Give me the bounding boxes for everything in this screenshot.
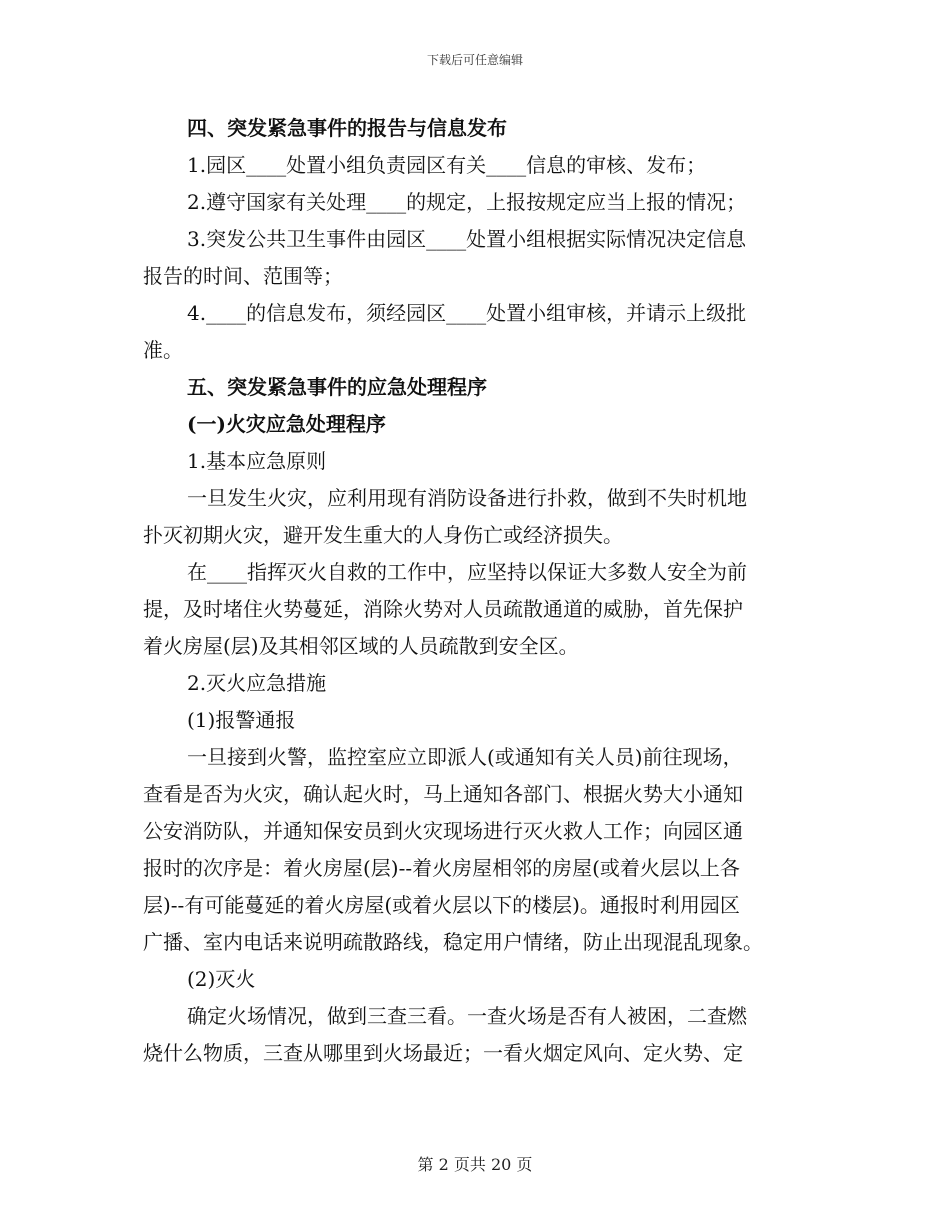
section-heading: (一)火灾应急处理程序 [187,412,386,436]
paragraph-line: 准。 [143,338,183,362]
paragraph-line: 确定火场情况，做到三查三看。一查火场是否有人被困，二查燃 [187,1004,747,1028]
paragraph-line: 2.遵守国家有关处理____的规定，上报按规定应当上报的情况； [187,190,747,214]
paragraph-line: 层)--有可能蔓延的着火房屋(或着火层以下的楼层)。通报时利用园区 [143,893,740,917]
paragraph-line: 查看是否为火灾，确认起火时，马上通知各部门、根据火势大小通知 [143,782,743,806]
paragraph-line: 烧什么物质，三查从哪里到火场最近；一看火烟定风向、定火势、定 [143,1041,743,1065]
paragraph-line: 报时的次序是：着火房屋(层)--着火房屋相邻的房屋(或着火层以上各 [143,856,740,880]
paragraph-line: 一旦接到火警，监控室应立即派人(或通知有关人员)前往现场， [187,745,743,769]
paragraph-line: 提，及时堵住火势蔓延，消除火势对人员疏散通道的威胁，首先保护 [143,597,743,621]
section-heading: 五、突发紧急事件的应急处理程序 [187,375,487,399]
paragraph-line: 在____指挥灭火自救的工作中，应坚持以保证大多数人安全为前 [187,560,747,584]
paragraph-line: (2)灭火 [187,967,256,991]
document-body [143,110,811,1072]
page-footer: 第 2 页共 20 页 [417,1155,533,1174]
paragraph-line: 4.____的信息发布，须经园区____处置小组审核，并请示上级批 [187,301,747,325]
paragraph-line: 1.基本应急原则 [187,449,327,473]
paragraph-line: 着火房屋(层)及其相邻区域的人员疏散到安全区。 [143,634,579,658]
paragraph-line: 3.突发公共卫生事件由园区____处置小组根据实际情况决定信息 [187,227,747,251]
page-header: 下载后可任意编辑 [426,53,523,67]
paragraph-line: 1.园区____处置小组负责园区有关____信息的审核、发布； [187,153,707,177]
paragraph-line: 报告的时间、范围等； [143,264,343,288]
paragraph-line: 2.灭火应急措施 [187,671,327,695]
paragraph-line: 扑灭初期火灾，避开发生重大的人身伤亡或经济损失。 [143,523,623,547]
paragraph-line: 广播、室内电话来说明疏散路线，稳定用户情绪，防止出现混乱现象。 [143,930,763,954]
paragraph-line: 公安消防队，并通知保安员到火灾现场进行灭火救人工作；向园区通 [143,819,743,843]
paragraph-line: 一旦发生火灾，应利用现有消防设备进行扑救，做到不失时机地 [187,486,747,510]
paragraph-line: (1)报警通报 [187,708,296,732]
section-heading: 四、突发紧急事件的报告与信息发布 [187,116,507,140]
